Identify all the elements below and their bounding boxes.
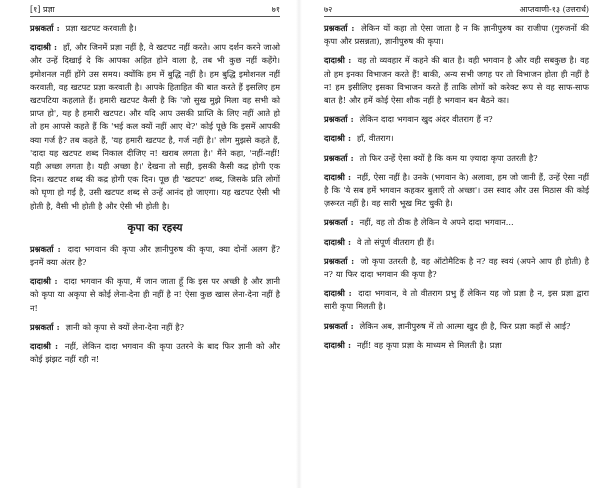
dialogue-text: ज्ञानी को कृपा से क्यों लेना-देना नहीं है? bbox=[65, 321, 184, 332]
dialogue-text: नहीं, वह तो ठीक है लेकिन ये अपने दादा भगवान... bbox=[359, 217, 514, 228]
speaker-label: दादाश्री : bbox=[324, 339, 352, 350]
dialogue-text: तो फिर उन्हें ऐसा क्यों है कि कम या ज़्यादा कृपा उतरती है? bbox=[359, 152, 538, 163]
dialogue-paragraph bbox=[324, 320, 589, 333]
dialogue-text: लेकिन यों कहा तो ऐसा जाता है न कि ज्ञानीपुरुष का राजीपा (गुरुजनों की कृपा और प्रसन्नता), ज्ञानीपुरुष की कृपा। bbox=[324, 23, 589, 47]
dialogue-text: नहीं, ऐसा नहीं है। उनके (भगवान के) अलावा, हम जो जानी हैं, उन्हें ऐसा नहीं है कि 'ये सब हमें भगवान कहकर बुलाएँ तो अच्छा'। उस स्वाद और उस मिठास की कोई ज़रूरत नहीं है। वह सारी भूख मिट चुकी है। bbox=[324, 171, 590, 209]
book-gutter bbox=[296, 0, 302, 488]
left-page bbox=[0, 0, 292, 488]
left-page-number: ७१ bbox=[271, 5, 280, 14]
speaker-label: प्रश्नकर्ता : bbox=[324, 320, 354, 331]
dialogue-text: हाँ, वीतराग। bbox=[356, 133, 394, 144]
dialogue-paragraph bbox=[324, 216, 589, 229]
dialogue-paragraph bbox=[30, 321, 280, 334]
dialogue-text: दादा भगवान की कृपा, मैं जान जाता हूँ कि इस पर अच्छी है और ज्ञानी को कृपा या अकृपा से कोई लेना-देना ही नहीं है न! ऐसा कुछ खास लेना-देना नहीं है न! bbox=[30, 276, 281, 313]
left-chapter-title: [१] प्रज्ञा bbox=[30, 5, 55, 14]
dialogue-text: प्रज्ञा खटपट करवाती है। bbox=[65, 23, 137, 33]
speaker-label: दादाश्री : bbox=[30, 42, 58, 53]
right-running-header bbox=[324, 4, 589, 17]
speaker-label: प्रश्नकर्ता : bbox=[324, 23, 355, 33]
dialogue-paragraph bbox=[324, 22, 589, 48]
dialogue-paragraph bbox=[324, 132, 589, 145]
speaker-label: प्रश्नकर्ता : bbox=[30, 243, 61, 254]
dialogue-text: वे तो संपूर्ण वीतराग ही हैं। bbox=[356, 236, 435, 247]
dialogue-text: हाँ, और जिनमें प्रज्ञा नहीं है, वे खटपट नहीं करते। आप दर्शन करने जाओ और उन्हें दिखाई दे कि आपका अहित होने वाला है, तब भी कुछ नहीं कहेंगे। इमोशनल नहीं होंगे उस समय। क्योंकि हम में बुद्धि नहीं है। हम बुद्धि इमोशनल नहीं करवाती, वह खटपट प्रज्ञा करवाती है। आपके हिताहित की बात करते हैं इसलिए हम खटपटिया कहलाते हैं। हमारी खटपट कैसी है कि 'जो सुख मुझे मिला वह सभी को प्राप्त हो', यह है हमारी खटपट। और यदि आप उसकी प्राप्ति के लिए नहीं आते हो तो हम आपसे कहते हैं कि 'भई कल क्यों नहीं आए थे?' कोई पूछे कि इसमें आपकी क्या गर्ज है? तब कहते हैं, 'यह हमारी खटपट है, गर्ज नहीं है।' लोग मुझसे कहते हैं, 'दादा यह खटपट शब्द निकाल दीजिए न! खराब लगता है।' मैंने कहा, 'नहीं-नहीं! यही अच्छा लगता है। यही अच्छा है।' देखना तो सही, इसकी कैसी कद्र होगी एक दिन। खटपट शब्द की कद्र होगी एक दिन। पूछ ही 'खटपट' शब्द, जिसके प्रति लोगों को घृणा हो गई है, उसी खटपट शब्द से उन्हें आनंद हो जाएगा। यह खटपट ऐसी भी होती है, वैसी भी होती है और ऐसी भी होती है। bbox=[30, 42, 281, 211]
dialogue-paragraph bbox=[324, 287, 589, 313]
dialogue-text: नहीं! वह कृपा प्रज्ञा के माध्यम से मिलती है। प्रज्ञा bbox=[356, 339, 502, 350]
speaker-label: दादाश्री : bbox=[30, 276, 58, 287]
right-page-number: ७२ bbox=[324, 5, 333, 14]
speaker-label: दादाश्री : bbox=[324, 171, 352, 182]
dialogue-paragraph bbox=[30, 243, 280, 269]
dialogue-text: नहीं, लेकिन दादा भगवान की कृपा उतरने के बाद फिर ज्ञानी को और कोई झंझट नहीं रही न! bbox=[30, 341, 281, 365]
dialogue-text: लेकिन दादा भगवान खुद अंदर वीतराग हैं न? bbox=[359, 114, 493, 125]
speaker-label: दादाश्री : bbox=[324, 288, 352, 299]
speaker-label: प्रश्नकर्ता : bbox=[324, 255, 355, 266]
dialogue-paragraph bbox=[30, 275, 280, 315]
dialogue-paragraph bbox=[324, 236, 589, 249]
dialogue-text: लेकिन अब, ज्ञानीपुरुष में तो आत्मा खुद ही है, फिर प्रज्ञा कहाँ से आई? bbox=[359, 320, 571, 331]
dialogue-paragraph bbox=[30, 22, 280, 35]
dialogue-paragraph bbox=[324, 171, 589, 211]
dialogue-paragraph bbox=[30, 41, 280, 213]
speaker-label: दादाश्री : bbox=[324, 236, 352, 247]
dialogue-text: जो कृपा उतरती है, वह ऑटोमैटिक है न? वह स्वयं (अपने आप ही होती) है न? या फिर दादा भगवान की कृपा है? bbox=[324, 255, 589, 280]
dialogue-text: दादा भगवान, वे तो वीतराग प्रभु हैं लेकिन यह जो प्रज्ञा है न, इस प्रज्ञा द्वारा सारी कृपा मिलती है। bbox=[324, 288, 589, 312]
speaker-label: प्रश्नकर्ता : bbox=[30, 321, 60, 332]
speaker-label: प्रश्नकर्ता : bbox=[324, 152, 354, 163]
dialogue-paragraph bbox=[324, 152, 589, 165]
dialogue-paragraph bbox=[324, 113, 589, 126]
dialogue-text: दादा भगवान की कृपा और ज्ञानीपुरुष की कृपा, क्या दोनों अलग हैं? इनमें क्या अंतर है? bbox=[30, 243, 280, 268]
speaker-label: दादाश्री : bbox=[324, 133, 352, 144]
dialogue-paragraph bbox=[324, 339, 589, 352]
speaker-label: दादाश्री : bbox=[324, 55, 352, 66]
speaker-label: प्रश्नकर्ता : bbox=[324, 217, 354, 228]
left-running-header bbox=[30, 4, 280, 17]
dialogue-paragraph bbox=[30, 340, 280, 366]
speaker-label: प्रश्नकर्ता : bbox=[324, 114, 354, 125]
dialogue-text: वह तो व्यवहार में कहने की बात है। वही भगवान है और वही सबकुछ है। वह तो हम इनका विभाजन करते हैं! बाकी, अन्य सभी जगह पर तो विभाजन होता ही नहीं है न! हम इसीलिए इसका विभाजन करते हैं ताकि लोगों को करेक्ट रूप से वह साफ-साफ बात है! और हमें कोई ऐसा शौक नहीं है भगवान बन बैठने का। bbox=[324, 55, 590, 106]
dialogue-paragraph bbox=[324, 54, 589, 107]
speaker-label: दादाश्री : bbox=[30, 341, 59, 352]
right-book-title: आप्तवाणी-१३ (उत्तरार्ध) bbox=[519, 5, 589, 14]
right-page bbox=[306, 0, 599, 488]
section-heading: कृपा का रहस्य bbox=[127, 221, 183, 234]
speaker-label: प्रश्नकर्ता : bbox=[30, 23, 60, 33]
dialogue-paragraph bbox=[324, 255, 589, 281]
